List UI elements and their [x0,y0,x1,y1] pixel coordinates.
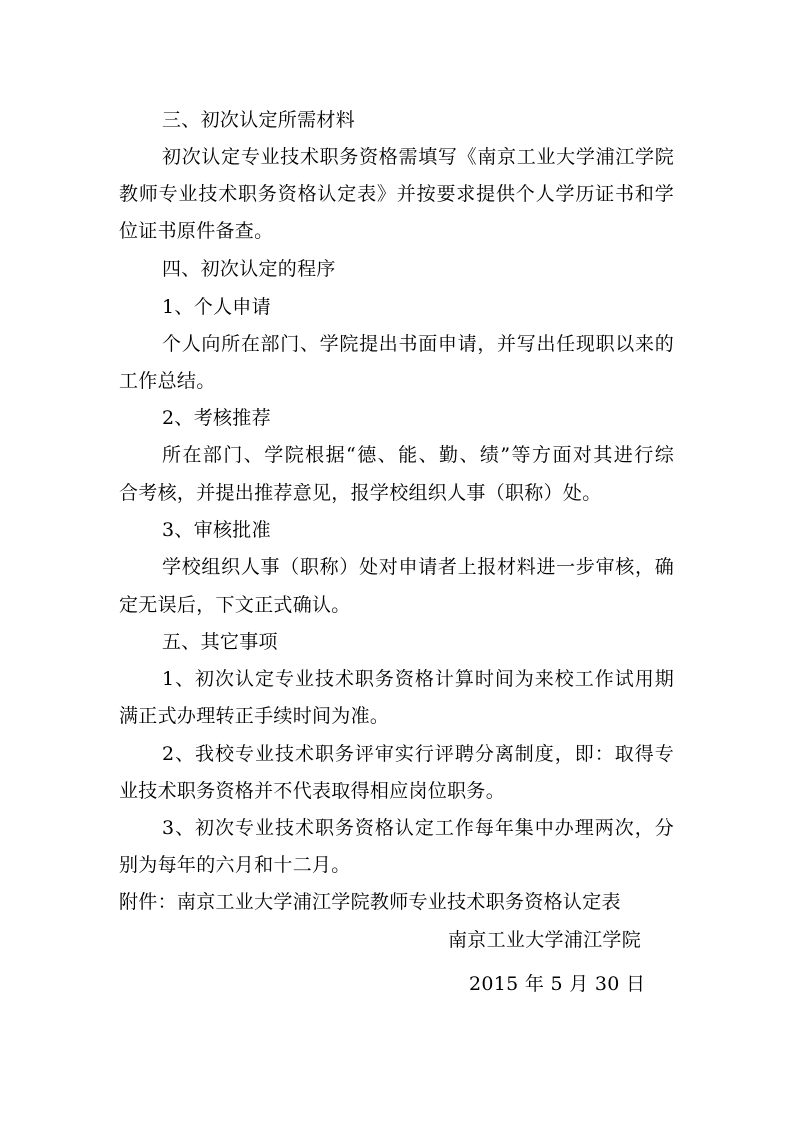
paragraph-line: 初次认定专业技术职务资格需填写《南京工业大学浦江学院 [162,146,674,168]
paragraph-line: 3、初次专业技术职务资格认定工作每年集中办理两次，分 [162,817,674,839]
paragraph-line: 个人向所在部门、学院提出书面申请，并写出任现职以来的 [162,333,674,355]
subsection-heading: 1、个人申请 [162,296,271,318]
section-heading-materials: 三、初次认定所需材料 [162,109,356,131]
paragraph-line: 2、我校专业技术职务评审实行评聘分离制度，即：取得专 [162,743,674,765]
paragraph-line: 学校组织人事（职称）处对申请者上报材料进一步审核，确 [162,556,674,578]
paragraph-line: 所在部门、学院根据“德、能、勤、绩”等方面对其进行综 [162,444,674,466]
attachment-note: 附件：南京工业大学浦江学院教师专业技术职务资格认定表 [119,891,621,913]
signature-date: 2015 年 5 月 30 日 [469,973,646,995]
paragraph-line: 1、初次认定专业技术职务资格计算时间为来校工作试用期 [162,668,674,690]
paragraph-line: 位证书原件备查。 [119,220,274,242]
paragraph-line: 教师专业技术职务资格认定表》并按要求提供个人学历证书和学 [119,183,674,205]
paragraph-line: 满正式办理转正手续时间为准。 [119,705,390,727]
subsection-heading: 3、审核批准 [162,519,271,541]
paragraph-line: 工作总结。 [119,370,216,392]
paragraph-line: 合考核，并提出推荐意见，报学校组织人事（职称）处。 [119,482,602,504]
section-heading-procedure: 四、初次认定的程序 [162,258,336,280]
subsection-heading: 2、考核推荐 [162,407,271,429]
paragraph-line: 业技术职务资格并不代表取得相应岗位职务。 [119,780,506,802]
section-heading-other: 五、其它事项 [162,631,278,653]
paragraph-line: 别为每年的六月和十二月。 [119,854,351,876]
paragraph-line: 定无误后，下文正式确认。 [119,594,351,616]
signature-organization: 南京工业大学浦江学院 [448,929,642,951]
